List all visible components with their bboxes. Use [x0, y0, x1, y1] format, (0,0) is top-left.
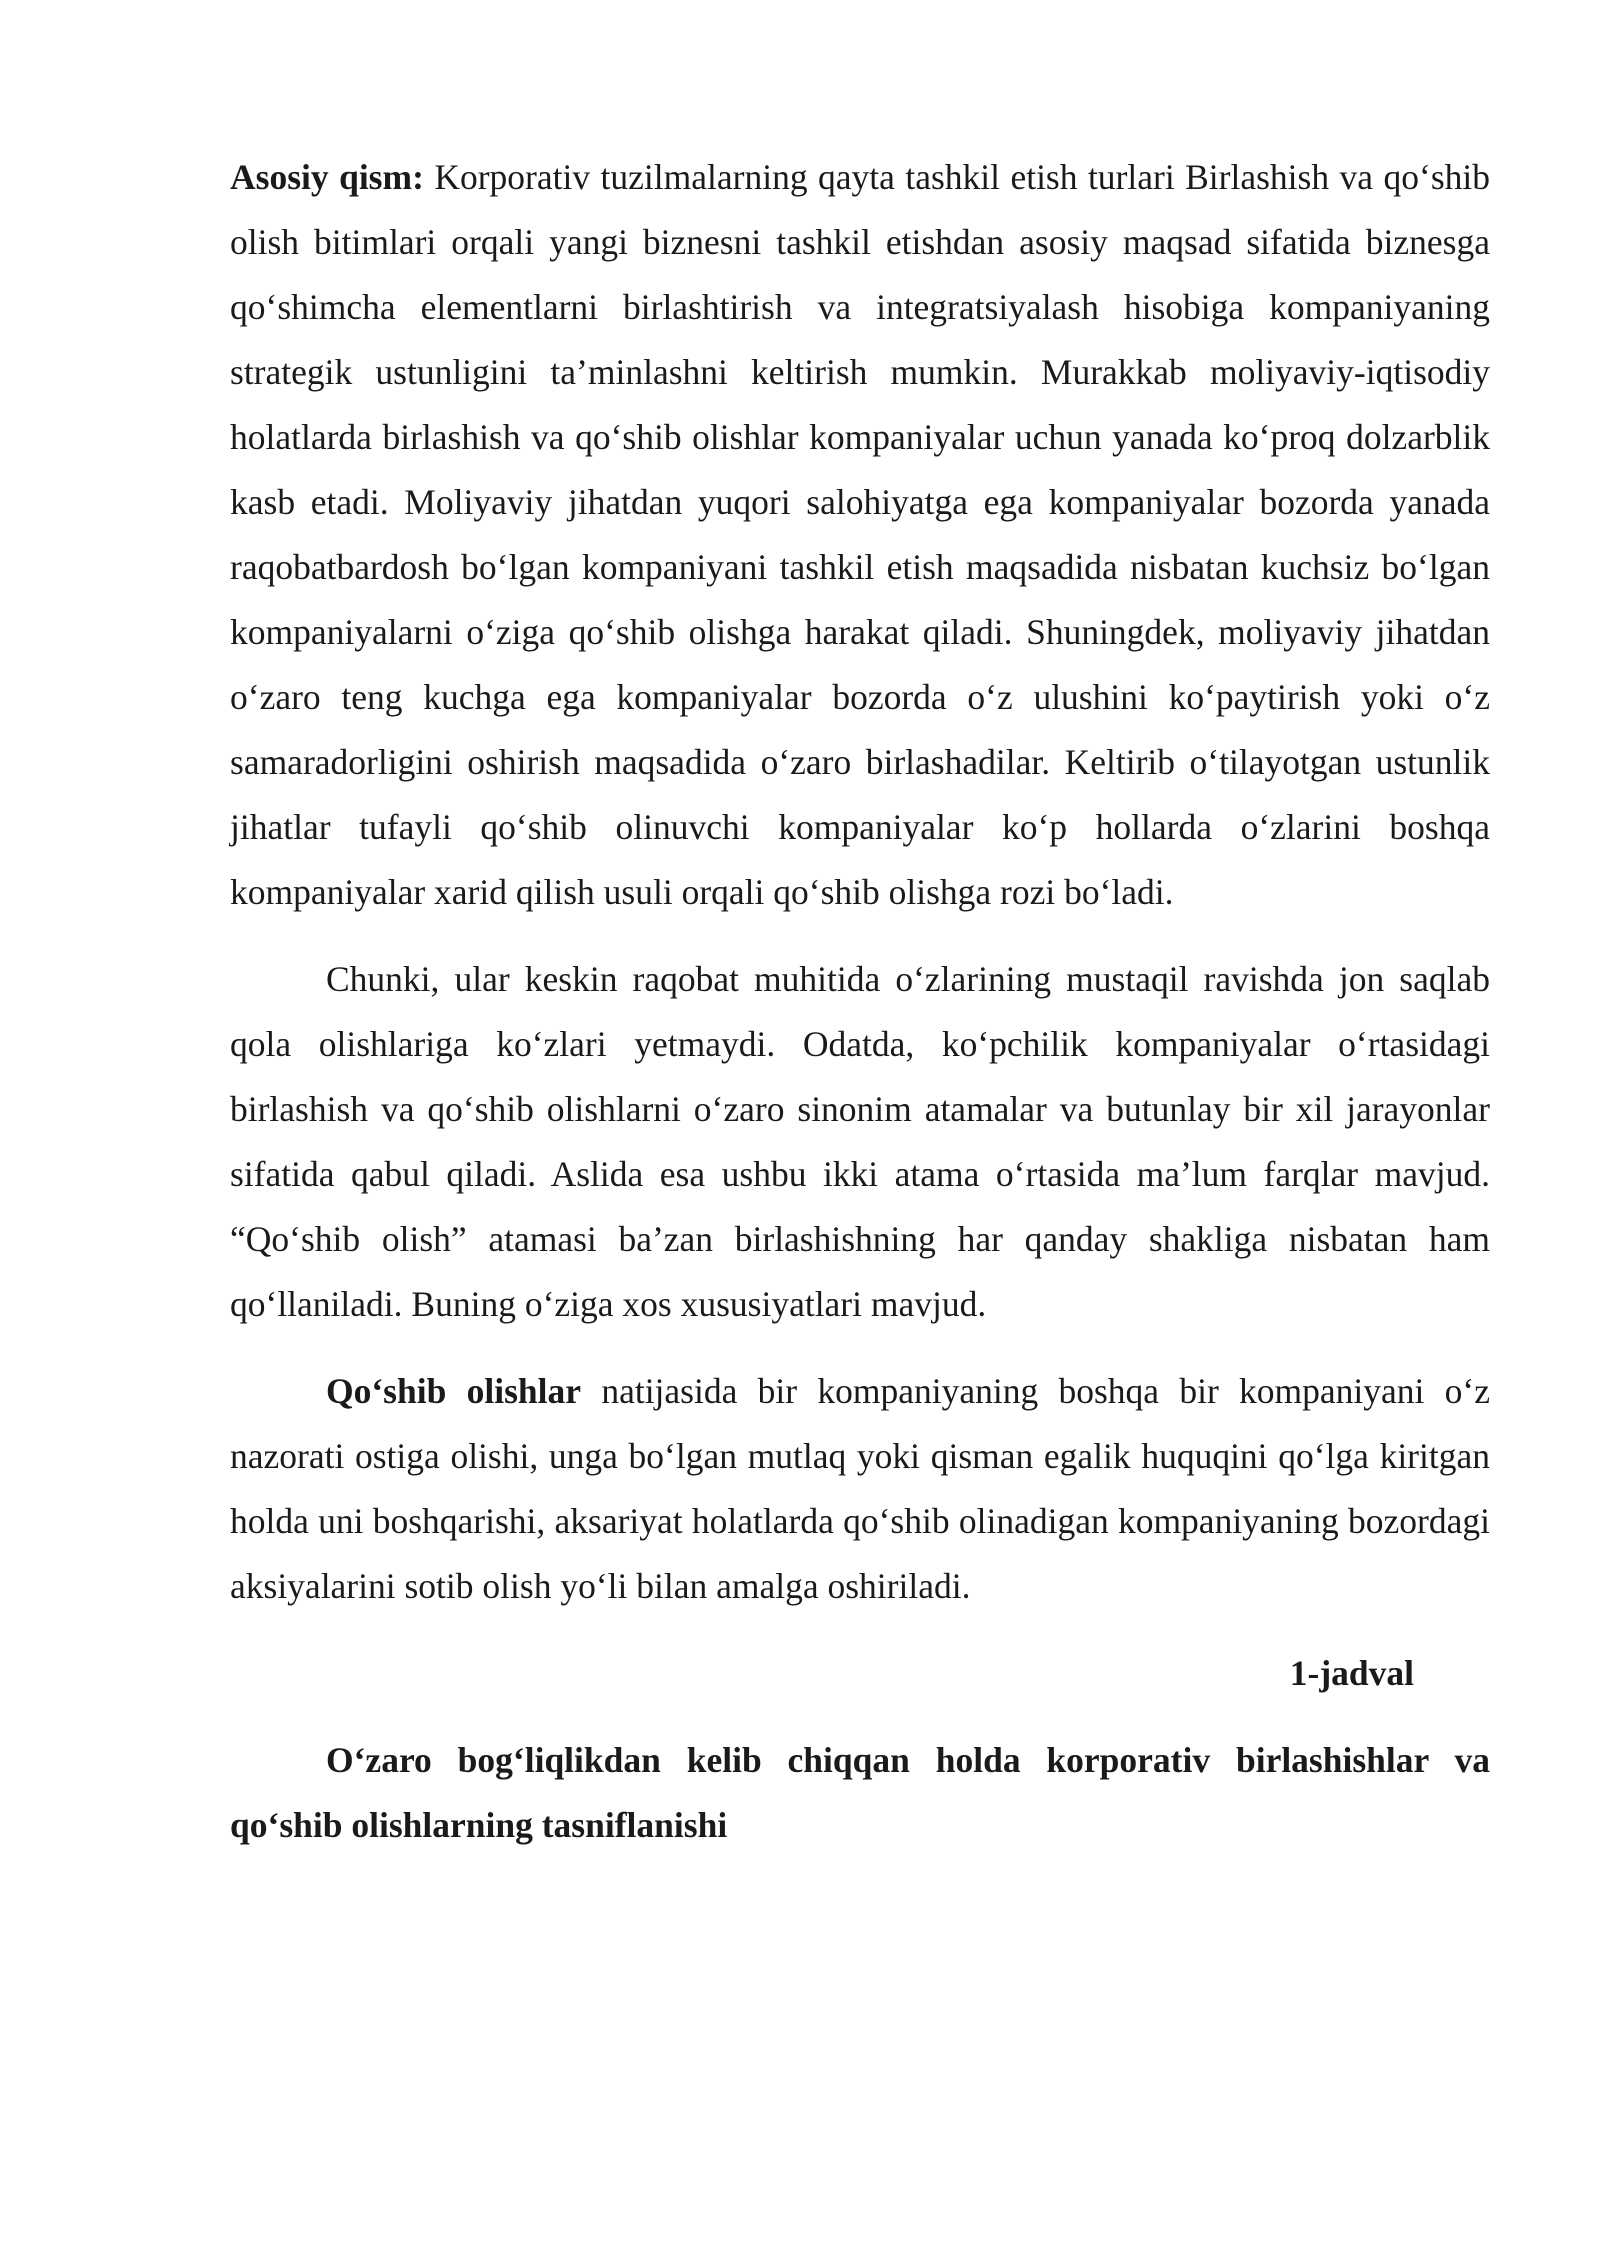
paragraph-intro-text: Korporativ tuzilmalarning qayta tashkil etish turlari Birlashish va qo‘shib olish bitimlari orqali yangi biznesni tashkil etishdan asosiy maqsad sifatida biznesga qo‘shimcha elementlarni birlashtirish va integratsiyalash hisobiga kompaniyaning strategik ustunligini ta’minlashni keltirish mumkin. Murakkab moliyaviy-iqtisodiy holatlarda birlashish va qo‘shib olishlar kompaniyalar uchun yanada ko‘proq dolzarblik kasb etadi. Moliyaviy jihatdan yuqori salohiyatga ega kompaniyalar bozorda yanada raqobatbardosh bo‘lgan kompaniyani tashkil etish maqsadida nisbatan kuchsiz bo‘lgan kompaniyalarni o‘ziga qo‘shib olishga harakat qiladi. Shuningdek, moliyaviy jihatdan o‘zaro teng kuchga ega kompaniyalar bozorda o‘z ulushini ko‘paytirish yoki o‘z samaradorligini oshirish maqsadida o‘zaro birlashadilar. Keltirib o‘tilayotgan ustunlik jihatlar tufayli qo‘shib olinuvchi kompaniyalar ko‘p hollarda o‘zlarini boshqa kompaniyalar xarid qilish usuli orqali qo‘shib olishga rozi bo‘ladi.: [230, 157, 1491, 912]
paragraph-third-text: natijasida bir kompaniyaning boshqa bir kompaniyani o‘z nazorati ostiga olishi, unga bo‘lgan mutlaq yoki qisman egalik huquqini qo‘lga kiritgan holda uni boshqarishi, aksariyat holatlarda qo‘shib olinadigan kompaniyaning bozordagi aksiyalarini sotib olish yo‘li bilan amalga oshiriladi.: [230, 1371, 1490, 1606]
paragraph-intro: [230, 145, 1490, 925]
paragraph-second-text: Chunki, ular keskin raqobat muhitida o‘zlarining mustaqil ravishda jon saqlab qola olishlariga ko‘zlari yetmaydi. Odatda, ko‘pchilik kompaniyalar o‘rtasidagi birlashish va qo‘shib olishlarni o‘zaro sinonim atamalar va butunlay bir xil jarayonlar sifatida qabul qiladi. Aslida esa ushbu ikki atama o‘rtasida ma’lum farqlar mavjud. “Qo‘shib olish” atamasi ba’zan birlashishning har qanday shakliga nisbatan ham qo‘llaniladi. Buning o‘ziga xos xususiyatlari mavjud.: [230, 959, 1490, 1324]
term-lead: Qo‘shib olishlar: [326, 1371, 582, 1411]
table-label: 1-jadval: [1289, 1653, 1414, 1693]
paragraph-third: [230, 1359, 1490, 1619]
document-body: [230, 145, 1490, 1858]
section-heading-lead: Asosiy qism:: [230, 157, 424, 197]
paragraph-second: [230, 947, 1490, 1337]
table-title: O‘zaro bog‘liqlikdan kelib chiqqan holda korporativ birlashishlar va qo‘shib olishlarning tasniflanishi: [230, 1740, 1490, 1845]
